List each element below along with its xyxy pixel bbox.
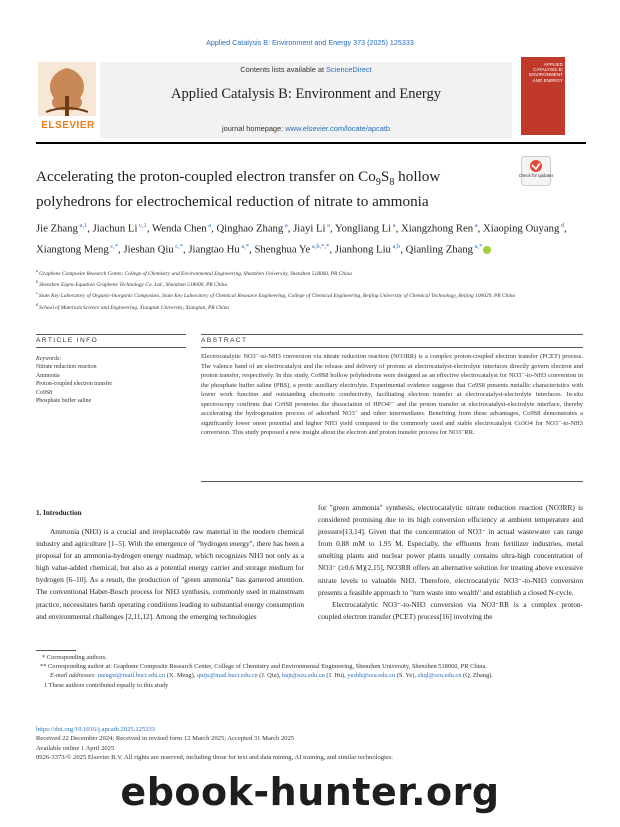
email-owner: (J. Qiu), [257,672,283,680]
copyright-line: 0926-3373/© 2025 Elsevier B.V. All rights are reserved, including those for text and data mining, AI training, and similar technologies. [36,754,394,762]
abstract-bottom-rule [201,481,583,482]
article-info-rule-lower [36,347,186,348]
author-name[interactable]: Xiaoping Ouyang [483,222,560,235]
available-online: Available online 1 April 2025 [36,744,115,752]
author-affiliation-marker[interactable]: a,b,*,* [310,243,330,251]
received-dates: Received 22 December 2024; Received in revised form 12 March 2025; Accepted 31 March 2025 [36,735,295,743]
abstract-rule [201,334,583,335]
introduction-column-2 [318,502,583,623]
introduction-column-1: Ammonia (NH3) is a crucial and irreplaceable raw material in the modern chemical industry and agriculture [1–5]. With the emergence of "hydrogen energy", there has been a proposal for an ammonia-hydrogen energy roadmap, which recognizes NH3 not only as a high value-added chemical, but also as a potential energy carrier and storage medium for hydrogen [6–10]. As a result, the production of "green ammonia" has garnered attention. The conventional Haber-Bosch process for NH3 synthesis, commonly used in mainstream practice, necessitates harsh operating conditions leading to substantial energy consumption and environmental challenges [2,11,12]. Among the emerging technologies [36,527,304,621]
author-affiliation-marker[interactable]: d [559,222,565,229]
keyword-item: Proton-coupled electron transfer [36,381,113,388]
email-link[interactable]: qiujs@mail.buct.edu.cn [196,672,258,680]
author-name[interactable]: Jieshan Qiu [123,243,174,256]
author-affiliation-marker[interactable]: a [473,222,478,229]
elsevier-wordmark: ELSEVIER [41,120,95,131]
footnote-equal-contribution: 1 These authors contributed equally to this study [44,681,169,689]
author-name[interactable]: Shenghua Ye [254,243,311,256]
author-name[interactable]: Qinghao Zhang [216,222,284,235]
author-name[interactable]: Jiachun Li [92,222,138,235]
keywords-title: Keywords: [36,356,62,362]
affiliations [36,267,576,312]
journal-title: Applied Catalysis B: Environment and Energy [171,86,441,102]
keywords-block [36,355,176,405]
author-affiliation-marker[interactable]: a [391,222,396,229]
footnote-emails: E-mail addresses: mengxt@mail.buct.edu.cn (X. Meng), qiujs@mail.buct.edu.cn (J. Qiu), hujt@szu.edu.cn (J. Hu), yeshh@szu.edu.cn (S. Ye), zhql@szu.edu.cn (Q. Zhang). [50,672,493,680]
footnote-corresponding: * Corresponding authors. [42,654,107,661]
email-owner: (J. Hu), [324,672,348,680]
footnotes [36,653,583,690]
journal-citation[interactable]: Applied Catalysis B: Environment and Energy 373 (2025) 125333 [206,38,414,47]
email-owner: (Q. Zhang). [461,672,493,680]
keyword-item: Nitrate reduction reaction [36,364,97,371]
article-info-heading: ARTICLE INFO [36,337,99,344]
author-affiliation-marker[interactable]: c,1 [137,222,147,229]
email-owner: (X. Meng), [165,672,197,680]
author-name[interactable]: Jianhong Liu [334,243,391,256]
email-link[interactable]: zhql@szu.edu.cn [417,672,462,680]
author-affiliation-marker[interactable]: c,* [108,243,119,251]
author-affiliation-marker[interactable]: a,* [239,243,250,251]
contents-line [100,65,512,74]
author-affiliation-marker[interactable]: a [206,222,212,229]
author-name[interactable]: Jie Zhang [36,222,78,235]
author-name[interactable]: Jiayi Li [293,222,326,235]
doi-link[interactable]: https://doi.org/10.1016/j.apcatb.2025.125333 [36,726,156,733]
journal-cover-text: APPLIED CATALYSIS B: ENVIRONMENT AND ENERGY [529,62,563,83]
abstract-rule-lower [201,347,583,348]
article-info-rule [36,334,186,335]
introduction-paragraph: for "green ammonia" synthesis, electrocatalytic nitrate reduction reaction (NO3RR) is considered promising due to its high conversion efficiency at ambient temperature and pressure[13,14]. Given that the concentration of NO3⁻ in actual wastewater can range from 0.88 mM to 1.95 M. Especially, the effluents from fertilizer industries, metal smelting plants and nuclear power plants usually contains ultra-high concentration of NO3⁻ (≥0.6 M)[2,15], NO3RR offers an alternative solution for treating above excessive nitrate levels to valuable NH3. Therefore, electrocatalytic NO3⁻-to-NH3 conversion presents a feasible approach to "turn waste into wealth" and establish a closed N-cycle. [318,503,583,597]
footnote-rule [36,650,76,651]
affiliation-item: $^a$ Graphene Composite Research Center, College of Chemistry and Environmental Engineering, Shenzhen University, Shenzhen 518060, PR China [36,268,352,277]
email-link[interactable]: mengxt@mail.buct.edu.cn [97,672,166,680]
author-name[interactable]: Xiangzhong Ren [401,222,474,235]
watermark: ebook-hunter.org [120,770,500,814]
sciencedirect-link[interactable]: ScienceDirect [326,65,372,74]
orcid-icon[interactable] [483,246,491,254]
article-title: Accelerating the proton-coupled electron transfer on $Co_9S_8$ hollow polyhedrons for electrochemical reduction of nitrate to ammonia [36,168,441,211]
author-name[interactable]: Qianling Zhang [405,243,474,256]
author-affiliation-marker[interactable]: c,* [173,243,184,251]
masthead-divider [36,142,586,144]
author-affiliation-marker[interactable]: a [283,222,288,229]
affiliation-item: $^d$ School of Materials Science and Engineering, Xiangtan University, Xiangtan, PR China [36,301,230,311]
crossmark-icon[interactable] [521,156,551,186]
author-name[interactable]: Yongliang Li [334,222,392,235]
homepage-link[interactable]: www.elsevier.com/locate/apcatb [285,124,391,133]
author-name[interactable]: Xiangtong Meng [36,243,109,256]
introduction-heading: 1. Introduction [36,509,82,517]
affiliation-item: $^c$ State Key Laboratory of Organic-Inorganic Composites, State Key Laboratory of Chemical Resource Engineering, College of Chemical Engineering, Beijing University of Chemical Technology, Beijing 100029, PR China [36,290,516,300]
homepage-prefix: journal homepage: [221,124,286,133]
abstract-heading: ABSTRACT [201,337,248,344]
email-owner: (S. Ye), [395,672,418,680]
contents-prefix: Contents lists available at [240,65,327,74]
author-affiliation-marker[interactable]: a [325,222,330,229]
author-name[interactable]: Jiangtao Hu [188,243,240,256]
email-link[interactable]: yeshh@szu.edu.cn [347,672,396,680]
author-list: Jie Zhang $^{a,1}$, Jiachun Li $^{c,1}$, Wenda Chen $^a$, Qinghao Zhang $^a$, Jiayi Li $^a$, Yongliang Li $^a$, Xiangzhong Ren $^a$, Xiaoping Ouyang $^d$, Xiangtong Meng $^{c,*}$, Jieshan Qiu $^{c,*}$, Jiangtao Hu $^{a,*}$, Shenghua Ye $^{a,b,*,*}$, Jianhong Liu $^{a,b}$, Qianling Zhang $^{a,*}$ [36,222,567,256]
author-affiliation-marker[interactable]: a,1 [77,222,88,229]
affiliation-item: $^b$ Shenzhen Eigen-Equation Graphene Technology Co. Ltd., Shenzhen 518000, PR China [36,279,228,288]
abstract-text: Electrocatalytic NO3⁻-to-NH3 conversion via nitrate reduction reaction (NO3RR) is a complex proton-coupled electron transfer (PCET) process. The valence band of an electrocatalyst and the release and delivery of protons at electrocatalyst-electrolyte interfaces directly govern electron and proton transfer, respectively. In this study, Co9S8 hollow polyhedrons were designed as an effective electrocatalyst for NO3⁻-to-NH3 conversion in the phosphate buffer saline (PBS), a protic auxiliary electrolyte. Experimental evidence suggests that Co9S8 presents metallic characteristics with lower work function and outstanding electronic conductivity, facilitating electron transfer at electrocatalyst-electrolyte interfaces. In-situ spectroscopy confirms that Co9S8 promotes the dissociation of HPO4²⁻ and the proton transfer at electrocatalyst-electrolyte interface, thereby accelerating the hydrogenation process of adsorbed NO3⁻ and other intermediates. Benefiting from these advantages, Co9S8 demonstrates a significantly lower onset potential and higher NH3 yield compared to the commonly used and stable electrocatalyst Co3O4 for NO3⁻-to-NH3 conversion. This study proposed a new insight about the electron and proton transfer process for NO3⁻RR. [201,353,583,436]
introduction-paragraph: Electrocatalytic NO3⁻-to-NH3 conversion via NO3⁻RR is a complex proton-coupled electron transfer (PCET) process[16] involving the [318,599,583,621]
keyword-item: Phosphate buffer saline [36,398,92,405]
footnote-corresponding-2: ** Corresponding author at: Graphene Composite Research Center, College of Chemistry and Environmental Engineering, Shenzhen University, Shenzhen 518060, PR China. [40,663,487,671]
email-link[interactable]: hujt@szu.edu.cn [282,672,325,680]
journal-homepage [100,124,512,133]
crossmark-label: Check for updates [518,173,554,178]
author-name[interactable]: Wenda Chen [151,222,207,235]
author-affiliation-marker[interactable]: a,* [473,243,483,251]
author-affiliation-marker[interactable]: a,b [390,243,401,251]
keyword-item: Ammonia [36,372,60,379]
keyword-item: Co9S8 [36,389,53,396]
publication-info [36,725,583,763]
